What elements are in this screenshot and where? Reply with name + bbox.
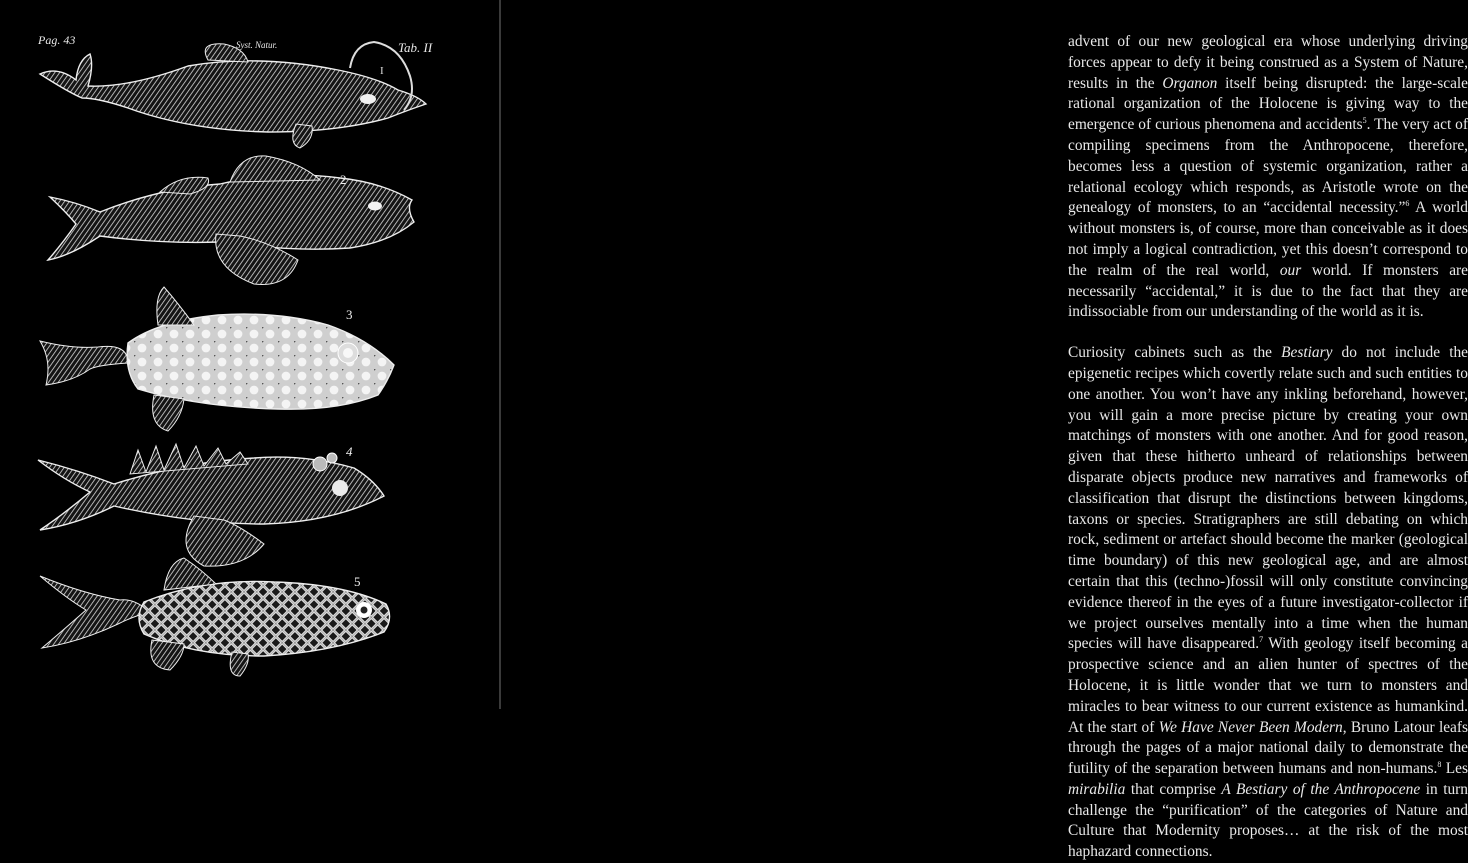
whale-illustration	[38, 40, 458, 150]
plate-page-label: Pag. 43	[38, 33, 76, 47]
italic-term: We Have Never Been Modern	[1158, 718, 1343, 736]
body-text	[1068, 32, 1468, 863]
italic-term: mirabilia	[1068, 780, 1126, 798]
footnote-marker: 7	[1259, 635, 1264, 645]
italic-term: our	[1279, 261, 1302, 279]
specimen-number: 3	[346, 307, 353, 322]
plate-header-label: Syst. Natur.	[236, 40, 278, 50]
paragraph: advent of our new geological era whose underlying driving forces appear to defy it being construed as a System of Nature, results in the Organon itself being disrupted: the large-scale rational organization of the Holocene is giving way to the emergence of curious phenomena and accidents$^5$. The very act of compiling specimens from the Anthropocene, therefore, becomes less a question of systemic organization, rather a relational ecology which responds, as Aristotle wrote on the genealogy of monsters, to an “accidental necessity.”$^6$ A world without monsters is, of course, more than conceivable as it does not imply a logical contradiction, yet this doesn’t correspond to the realm of the real world, our world. If monsters are necessarily “accidental,” it is due to the fact that they are indissociable from our understanding of the world as it is.	[1068, 33, 1468, 321]
paragraph: Curiosity cabinets such as the Bestiary do not include the epigenetic recipes which covertly relate such and such entities to one another. You won’t have any inkling beforehand, however, you will gain a more precise picture by creating your own matchings of monsters with one another. And for good reason, given that these hitherto unheard of relationships between disparate objects produce new narratives and frameworks of classification that disrupt the distinctions between kingdoms, taxons or species. Stratigraphers are still debating on which rock, sediment or artefact should become the marker (geological time boundary) of this new geological age, and are almost certain that this (techno-)fossil will only constitute convincing evidence thereof in the eyes of a future investigator-collector if we project ourselves mentally into a time when the human species will have disappeared.$^7$ With geology itself becoming a prospective science and an alien hunter of spectres of the Holocene, it is little wonder that we turn to monsters and miracles to bear witness to our current existence as humankind. At the start of We Have Never Been Modern, Bruno Latour leafs through the pages of a major national daily to demonstrate the futility of the separation between humans and non-humans.$^8$ Les mirabilia that comprise A Bestiary of the Anthropocene in turn challenge the “purification” of the categories of Nature and Culture that Modernity proposes… at the risk of the most haphazard connections.	[1068, 344, 1468, 861]
specimen-number: I	[380, 65, 384, 77]
puffer-fish-illustration	[38, 285, 408, 435]
footnote-marker: 5	[1362, 116, 1367, 126]
plate-page	[0, 0, 499, 709]
specimen-number: 5	[354, 574, 361, 589]
specimen-number: 4	[346, 444, 353, 459]
plate-table-label: Tab. II	[398, 40, 433, 55]
text-page	[501, 0, 1468, 861]
specimen-number: 2	[340, 172, 347, 187]
footnote-marker: 8	[1437, 759, 1442, 769]
italic-term: Organon	[1162, 74, 1218, 92]
italic-term: A Bestiary of the Anthropocene	[1221, 780, 1421, 798]
scorpion-fish-illustration	[34, 440, 394, 570]
italic-term: Bestiary	[1281, 344, 1333, 362]
angler-fish-illustration	[40, 152, 430, 292]
scaled-fish-illustration	[34, 560, 404, 690]
footnote-marker: 6	[1405, 199, 1410, 209]
